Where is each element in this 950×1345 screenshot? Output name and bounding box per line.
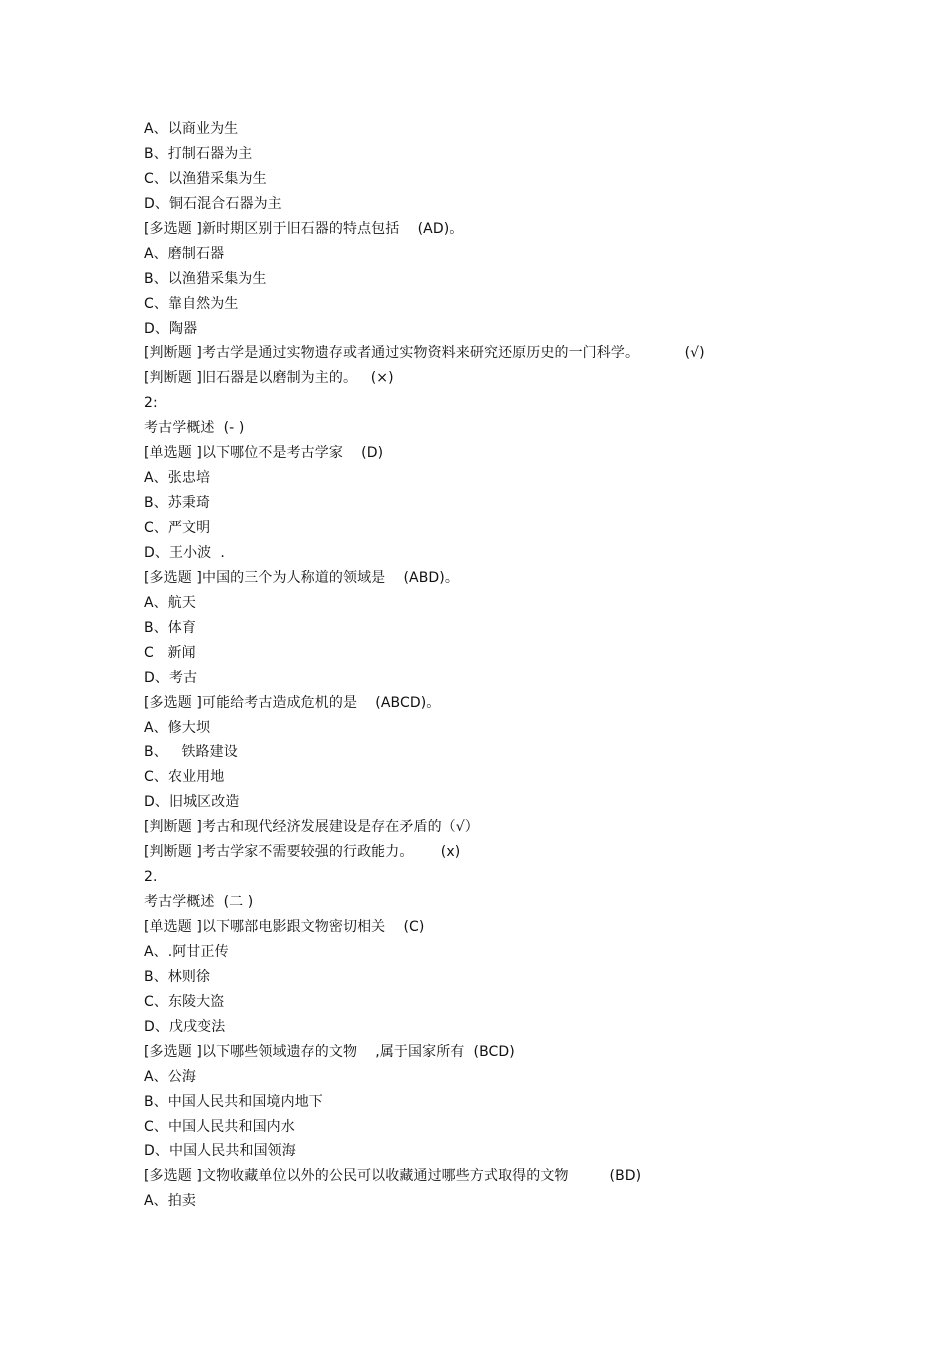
text-line: [多选题 ]可能给考古造成危机的是 (ABCD)。 [144, 694, 441, 711]
text-line: 考古学概述 (二 ) [144, 894, 254, 911]
text-line: A、磨制石器 [144, 245, 225, 262]
text-line: D、中国人民共和国领海 [144, 1143, 296, 1160]
text-line: 2: [144, 395, 158, 412]
text-line: 2. [144, 869, 158, 886]
text-line: A、拍卖 [144, 1193, 196, 1210]
text-line: [多选题 ]新时期区别于旧石器的特点包括 (AD)。 [144, 220, 464, 237]
text-line: [判断题 ]考古学是通过实物遗存或者通过实物资料来研究还原历史的一门科学。 (√) [144, 345, 705, 362]
text-line: C、严文明 [144, 520, 211, 536]
text-line: [多选题 ]中国的三个为人称道的领域是 (ABD)。 [144, 569, 459, 586]
text-line: B、林则徐 [144, 968, 211, 985]
text-line: C、东陵大盗 [144, 993, 225, 1010]
text-line: D、王小波 . [144, 544, 225, 561]
question-text-lines [144, 117, 924, 1214]
text-line: [判断题 ]考古和现代经济发展建设是存在矛盾的（√） [144, 819, 479, 836]
text-line: C、中国人民共和国内水 [144, 1118, 295, 1135]
text-line: A、航天 [144, 594, 196, 611]
text-line: C、靠自然为生 [144, 295, 239, 312]
text-line: D、陶器 [144, 320, 198, 337]
text-line: A、以商业为生 [144, 121, 239, 137]
text-line: B、以渔猎采集为生 [144, 270, 267, 287]
text-line: A、修大坝 [144, 719, 211, 736]
text-line: 考古学概述 (- ) [144, 420, 245, 437]
text-line: B、 铁路建设 [144, 744, 238, 761]
text-line: [多选题 ]文物收藏单位以外的公民可以收藏通过哪些方式取得的文物 (BD) [144, 1168, 642, 1185]
text-line: B、体育 [144, 619, 197, 636]
text-line: B、苏秉琦 [144, 495, 211, 512]
text-line: B、打制石器为主 [144, 145, 253, 162]
text-line: [单选题 ]以下哪位不是考古学家 (D) [144, 445, 384, 462]
text-line: D、旧城区改造 [144, 794, 240, 811]
text-line: C、以渔猎采集为生 [144, 170, 267, 187]
text-line: D、考古 [144, 669, 198, 686]
text-line: D、铜石混合石器为主 [144, 195, 282, 212]
text-line: [判断题 ]考古学家不需要较强的行政能力。 (x) [144, 844, 461, 861]
text-line: C 新闻 [144, 644, 196, 661]
text-line: A、公海 [144, 1068, 196, 1085]
text-line: [判断题 ]旧石器是以磨制为主的。 (×) [144, 370, 394, 387]
text-line: A、张忠培 [144, 470, 211, 487]
text-line: B、中国人民共和国境内地下 [144, 1093, 323, 1110]
text-line: [多选题 ]以下哪些领域遗存的文物 ,属于国家所有 (BCD) [144, 1043, 515, 1060]
text-line: D、戊戌变法 [144, 1018, 226, 1035]
text-line: A、.阿甘正传 [144, 943, 229, 960]
text-line: [单选题 ]以下哪部电影跟文物密切相关 (C) [144, 919, 425, 935]
text-line: C、农业用地 [144, 769, 225, 786]
